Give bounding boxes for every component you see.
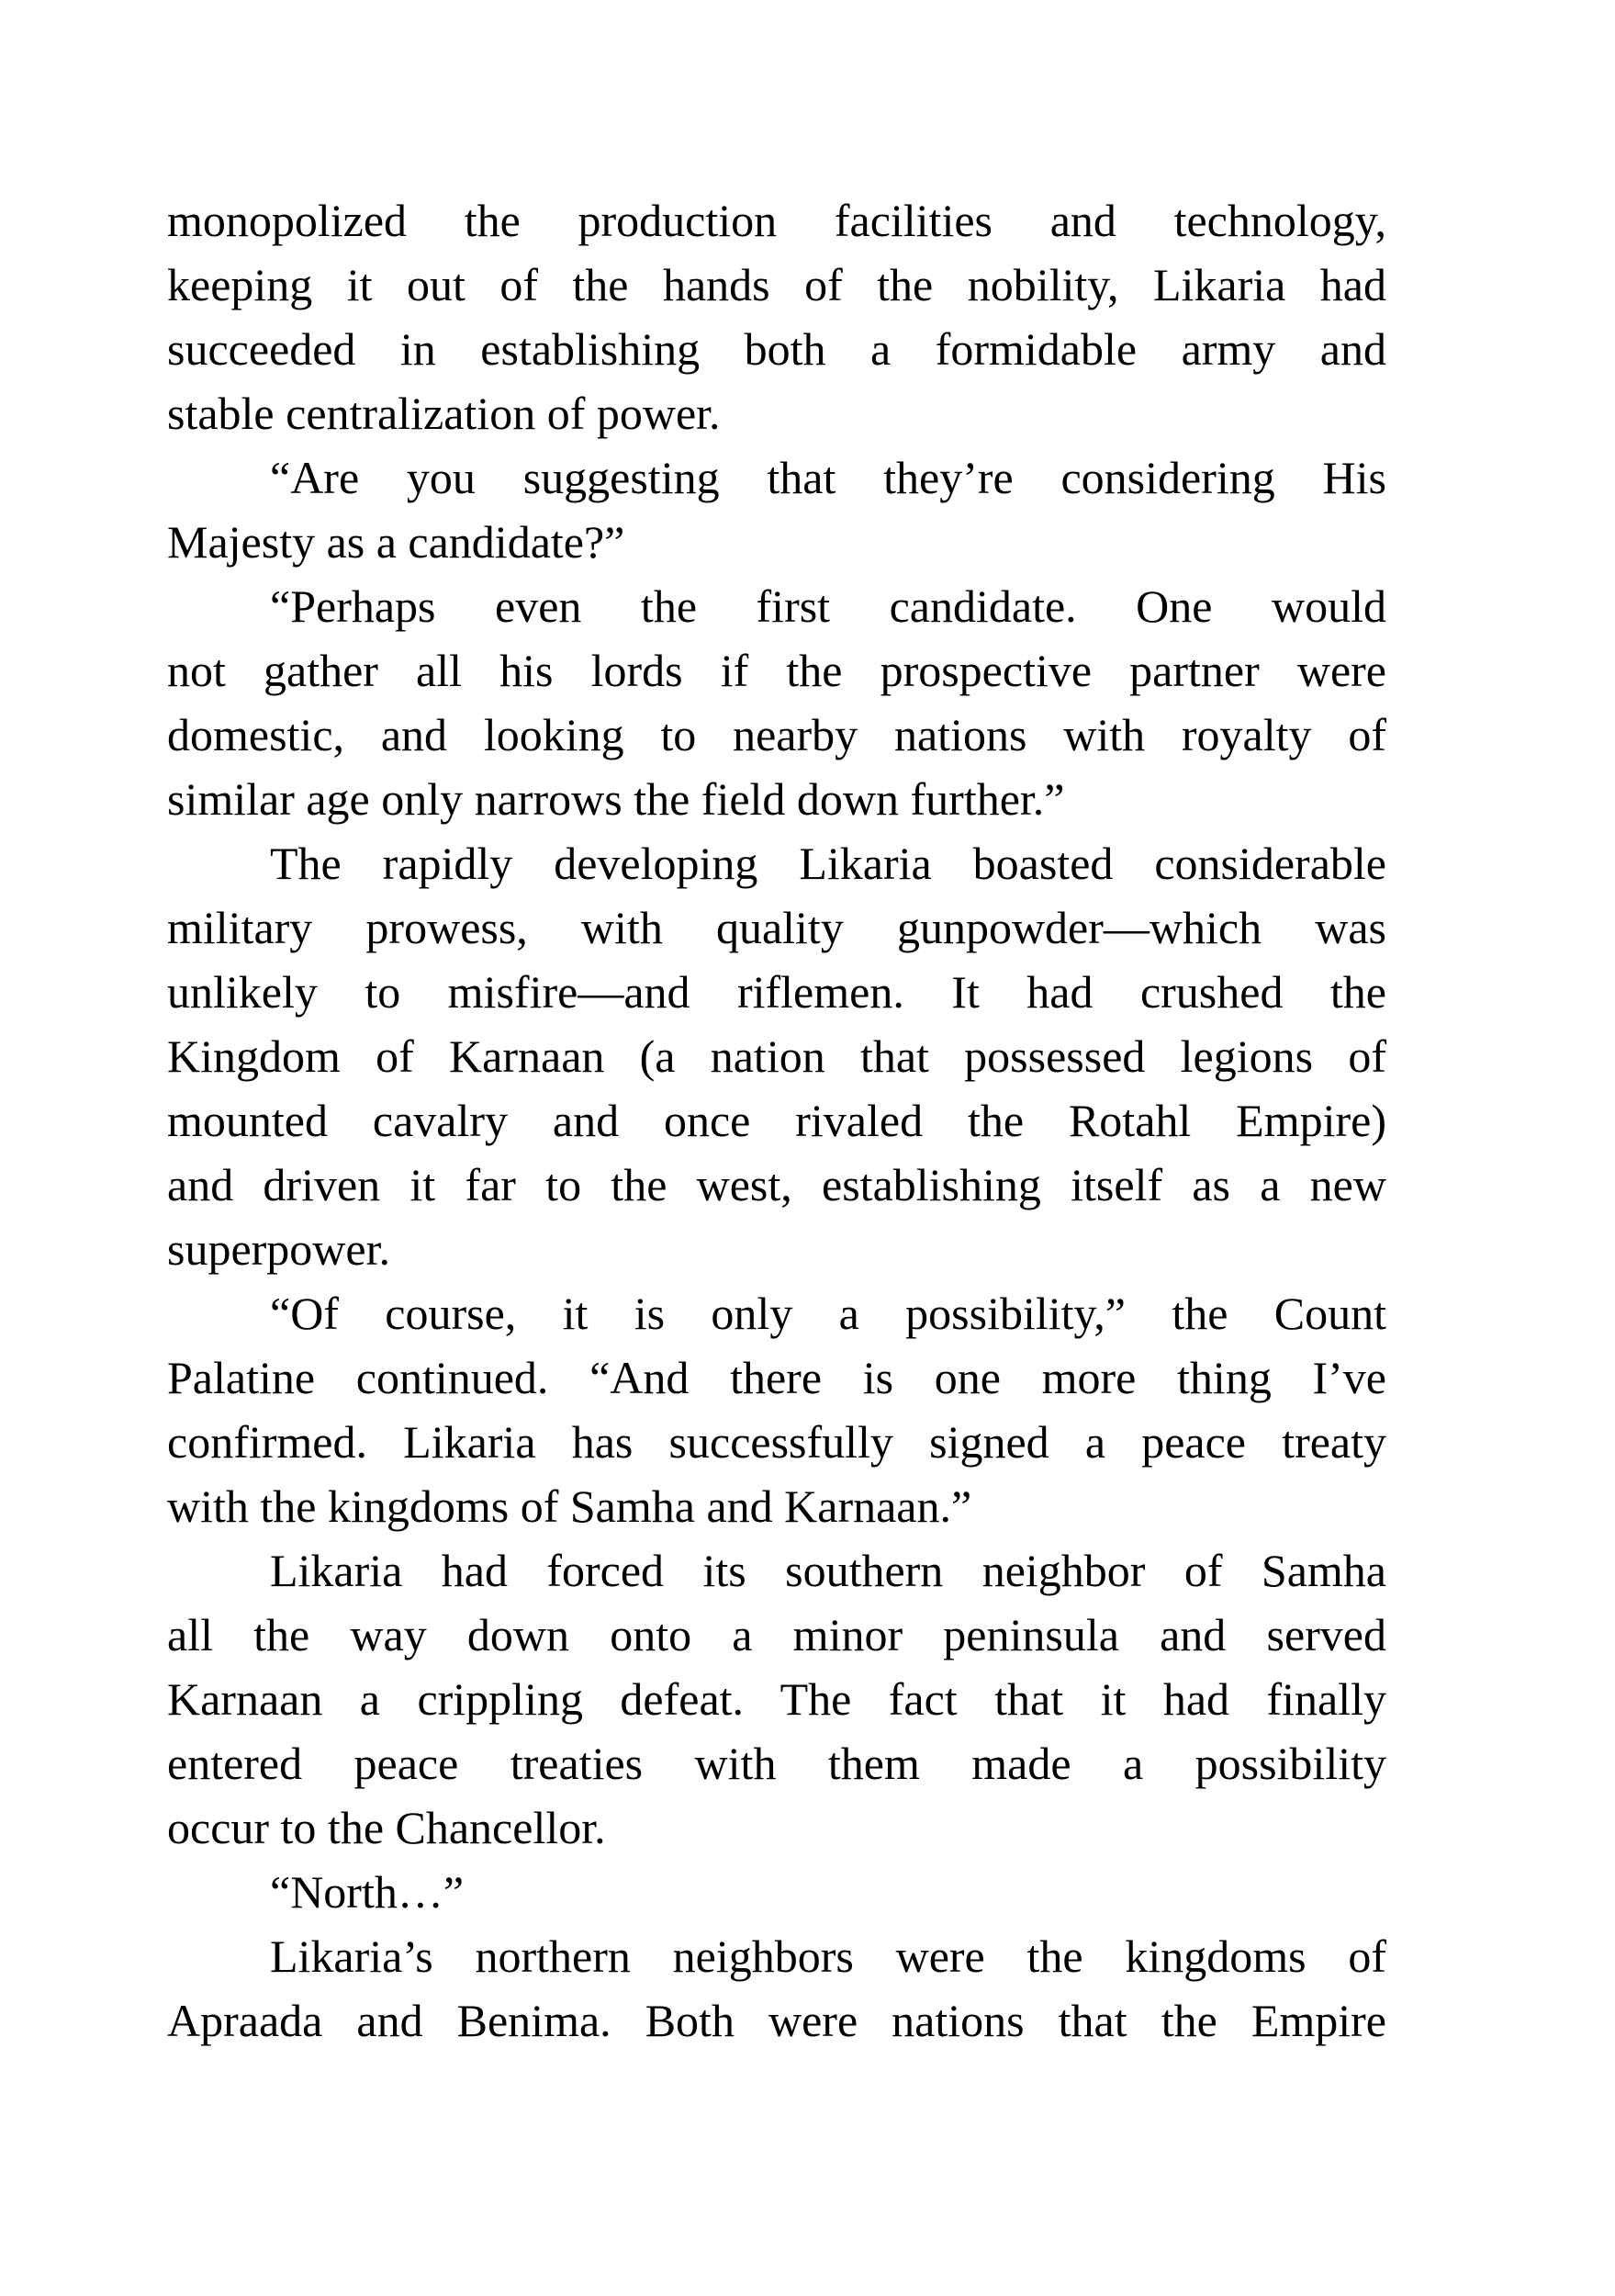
text-line: Kingdom of Karnaan (a nation that possessed legions of: [167, 1030, 1386, 1082]
text-line: Apraada and Benima. Both were nations that the Empire: [167, 1995, 1386, 2046]
text-line: succeeded in establishing both a formidable army and: [167, 323, 1386, 375]
text-line: monopolized the production facilities and technology,: [167, 195, 1386, 246]
text-line: “Are you suggesting that they’re considering His: [270, 452, 1386, 503]
text-line: mounted cavalry and once rivaled the Rotahl Empire): [167, 1095, 1386, 1146]
text-line: similar age only narrows the field down further.”: [167, 773, 1065, 825]
text-line: and driven it far to the west, establishing itself as a new: [167, 1159, 1386, 1210]
text-line: Karnaan a crippling defeat. The fact that it had finally: [167, 1673, 1386, 1725]
text-line: Likaria’s northern neighbors were the kingdoms of: [270, 1930, 1386, 1982]
text-line: “Of course, it is only a possibility,” the Count: [270, 1288, 1386, 1339]
text-line: “North…”: [270, 1866, 465, 1918]
text-line: occur to the Chancellor.: [167, 1802, 606, 1853]
text-line: all the way down onto a minor peninsula and served: [167, 1609, 1386, 1660]
text-line: confirmed. Likaria has successfully signed a peace treaty: [167, 1416, 1386, 1468]
paragraph: [167, 188, 1386, 445]
paragraph: [167, 445, 1386, 574]
text-line: superpower.: [167, 1223, 390, 1275]
paragraph: [167, 1538, 1386, 1860]
text-line: stable centralization of power.: [167, 388, 721, 439]
paragraph: [167, 574, 1386, 831]
text-line: domestic, and looking to nearby nations with royalty of: [167, 709, 1386, 760]
paragraph: [167, 1281, 1386, 1538]
text-line: “Perhaps even the first candidate. One would: [270, 580, 1386, 632]
text-line: not gather all his lords if the prospective partner were: [167, 645, 1386, 696]
text-line: with the kingdoms of Samha and Karnaan.”: [167, 1480, 972, 1532]
text-line: The rapidly developing Likaria boasted considerable: [270, 838, 1386, 889]
text-line: entered peace treaties with them made a possibility: [167, 1738, 1386, 1789]
paragraph: [167, 1860, 1386, 1924]
text-line: unlikely to misfire—and riflemen. It had crushed the: [167, 966, 1386, 1018]
page-text-block: [167, 188, 1386, 2053]
text-line: Majesty as a candidate?”: [167, 516, 625, 568]
text-line: Likaria had forced its southern neighbor of Samha: [270, 1545, 1386, 1596]
paragraph: [167, 1924, 1386, 2053]
text-line: military prowess, with quality gunpowder—which was: [167, 902, 1386, 953]
paragraph: [167, 831, 1386, 1281]
text-line: Palatine continued. “And there is one more thing I’ve: [167, 1352, 1386, 1403]
text-line: keeping it out of the hands of the nobility, Likaria had: [167, 259, 1386, 310]
